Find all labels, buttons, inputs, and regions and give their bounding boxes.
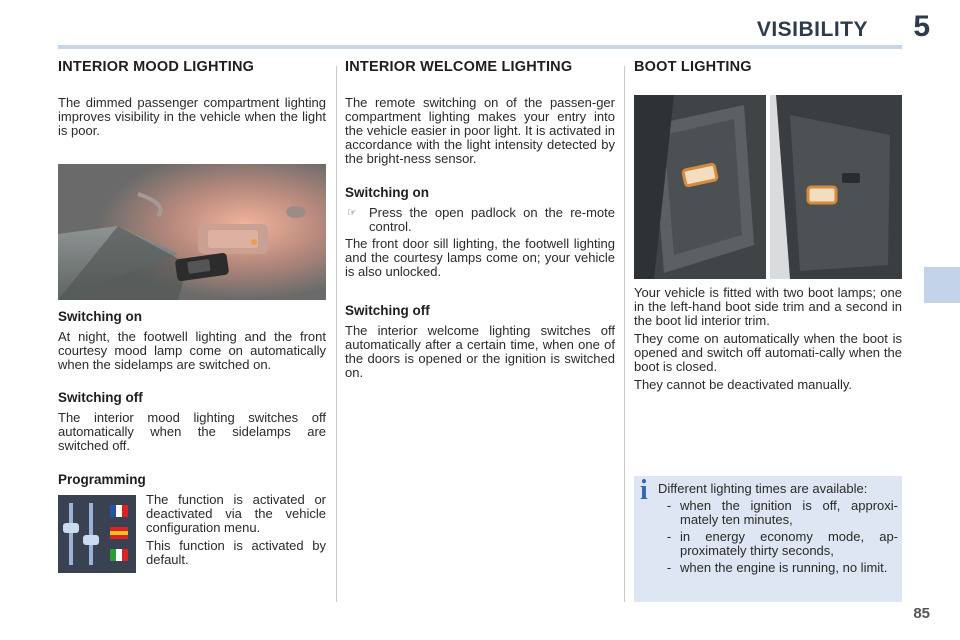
mood-switching-off-text: The interior mood lighting switches off automatically when the sidelamps are switched off.	[58, 410, 326, 453]
info-item-text: when the engine is running, no limit.	[680, 560, 888, 575]
chapter-side-tab	[924, 267, 960, 303]
boot-lid-lamp-illustration	[770, 95, 902, 279]
welcome-switching-on-text: The front door sill lighting, the footwell lighting and the courtesy lamps come on; your vehicle is also unlocked.	[345, 236, 615, 279]
mood-switching-on-text: At night, the footwell lighting and the front courtesy mood lamp come on automatically when the sidelamps are switched on.	[58, 329, 326, 372]
info-item-text: in energy economy mode, ap-proximately thirty seconds,	[680, 529, 898, 558]
column-divider-1	[336, 66, 337, 602]
info-content	[658, 482, 898, 575]
pointing-hand-icon: ☞	[347, 207, 357, 219]
configuration-menu-image	[58, 495, 136, 573]
section-title-boot-lighting: BOOT LIGHTING	[634, 59, 752, 75]
welcome-switching-on-bullet	[345, 206, 615, 234]
boot-text-3: They cannot be deactivated manually.	[634, 377, 853, 392]
info-list-item	[658, 530, 898, 558]
header-rule	[58, 45, 902, 49]
welcome-switching-on-heading: Switching on	[345, 185, 429, 200]
programming-text-2: This function is activated by default.	[146, 538, 326, 567]
boot-lid-lamp-photo	[770, 95, 902, 279]
chapter-title: VISIBILITY	[756, 18, 868, 41]
list-dash: -	[666, 498, 672, 513]
boot-text-2: They come on automatically when the boot is opened and switch off automati-cally when the boot is closed.	[634, 331, 902, 374]
mood-lamp-illustration	[58, 164, 326, 300]
page-number: 85	[913, 605, 930, 622]
mood-switching-off-heading: Switching off	[58, 390, 143, 405]
welcome-intro-text: The remote switching on of the passen-ger compartment lighting makes your entry into the vehicle easier in poor light. It is activated in accordance with the light intensity detected by the bright-ness sensor.	[345, 95, 615, 166]
welcome-switching-off-text: The interior welcome lighting switches off automatically after a certain time, when one of the doors is opened or the ignition is switched on.	[345, 323, 615, 380]
info-icon: i	[640, 475, 648, 506]
section-title-welcome-lighting: INTERIOR WELCOME LIGHTING	[345, 59, 573, 75]
list-dash: -	[666, 529, 672, 544]
mood-lamp-photo	[58, 164, 326, 300]
programming-text-1: The function is activated or deactivated via the vehicle configuration menu.	[146, 492, 326, 535]
mood-intro-text: The dimmed passenger compartment lighting improves visibility in the vehicle when the light is poor.	[58, 95, 326, 138]
boot-text-1: Your vehicle is fitted with two boot lamps; one in the left-hand boot side trim and a second in the boot lid interior trim.	[634, 285, 902, 328]
chapter-number: 5	[913, 10, 930, 43]
welcome-switching-off-heading: Switching off	[345, 303, 430, 318]
column-divider-2	[624, 66, 625, 602]
boot-side-lamp-illustration	[634, 95, 766, 279]
column-boot-lighting	[634, 60, 902, 392]
mood-switching-on-heading: Switching on	[58, 309, 142, 324]
programming-heading: Programming	[58, 472, 146, 487]
welcome-switching-on-bullet-text: Press the open padlock on the re-mote control.	[369, 205, 615, 234]
column-welcome-lighting	[345, 60, 615, 380]
boot-side-lamp-photo	[634, 95, 766, 279]
boot-photos	[634, 95, 902, 279]
info-item-text: when the ignition is off, approxi-mately ten minutes,	[680, 498, 898, 527]
info-intro: Different lighting times are available:	[658, 481, 868, 496]
info-list-item	[658, 499, 898, 527]
info-box	[634, 476, 902, 602]
list-dash: -	[666, 560, 672, 575]
config-sliders-illustration	[58, 495, 136, 573]
column-mood-lighting	[58, 60, 326, 573]
info-list-item	[658, 561, 898, 575]
programming-block	[58, 493, 326, 573]
section-title-mood-lighting: INTERIOR MOOD LIGHTING	[58, 59, 255, 75]
